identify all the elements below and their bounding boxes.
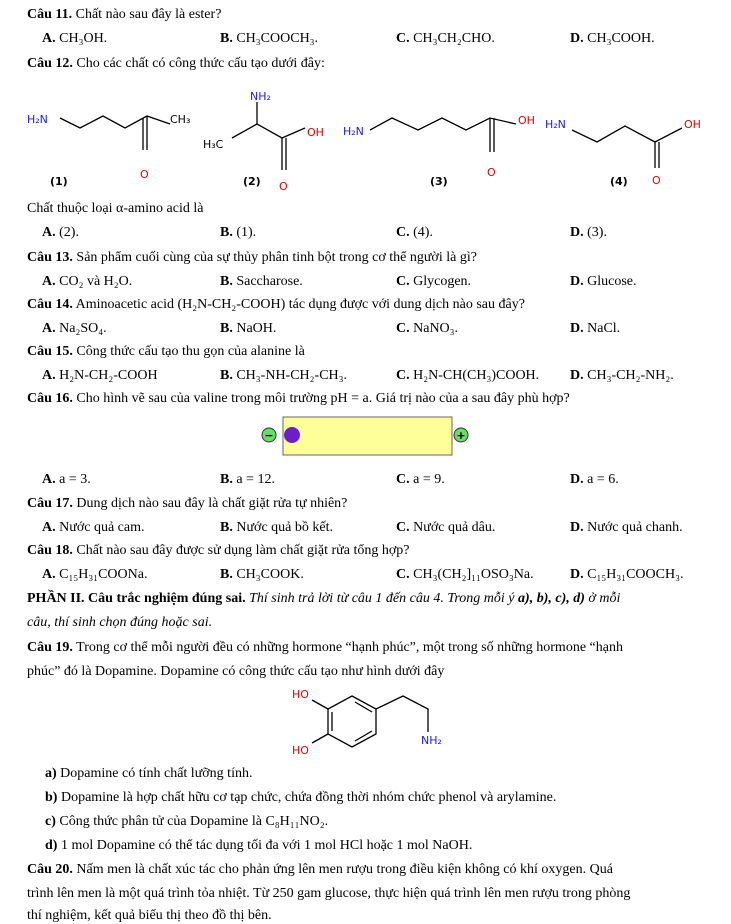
q15-option-d: D. CH₃-CH₂-NH₂.	[570, 368, 674, 383]
atom-h2n: H₂N	[343, 125, 364, 138]
q18-question: Câu 18. Chất nào sau đây được sử dụng làm chất giặt rửa tổng hợp?	[27, 543, 410, 558]
q19-item-d: d) 1 mol Dopamine có thể tác dụng tối đa với 1 mol HCl hoặc 1 mol NaOH.	[45, 838, 473, 853]
q13-option-a: A. CO₂ và H₂O.	[42, 274, 133, 289]
q12-question: Câu 12. Cho các chất có công thức cấu tạo dưới đây:	[27, 56, 325, 71]
q14-question: Câu 14. Aminoacetic acid (H₂N-CH₂-COOH) tác dụng được với dung dịch nào sau đây?	[27, 297, 525, 312]
part2-header: PHẦN II. Câu trắc nghiệm đúng sai. Thí sinh trả lời từ câu 1 đến câu 4. Trong mỗi ý a), b), c), d) ở mỗi	[27, 591, 621, 606]
q11-option-d: D. CH₃COOH.	[570, 31, 655, 46]
q12-option-a: A. (2).	[42, 225, 79, 240]
structure-4	[572, 126, 682, 168]
atom-oh: OH	[684, 118, 701, 131]
gel-strip	[283, 417, 452, 455]
q13-option-d: D. Glucose.	[570, 274, 637, 289]
q12-option-d: D. (3).	[570, 225, 607, 240]
atom-h2n: H₂N	[27, 113, 48, 126]
q17-option-c: C. Nước quả dâu.	[396, 520, 496, 535]
q12-structures	[0, 80, 731, 198]
q16-option-a: A. a = 3.	[42, 472, 91, 487]
q11-option-a: A. CH₃OH.	[42, 31, 108, 46]
q16-option-d: D. a = 6.	[570, 472, 619, 487]
atom-o: O	[140, 168, 149, 181]
atom-o: O	[487, 166, 496, 179]
q14-option-d: D. NaCl.	[570, 321, 621, 336]
q19-item-b: b) Dopamine là hợp chất hữu cơ tạp chức, chứa đồng thời nhóm chức phenol và arylamine.	[45, 790, 557, 805]
atom-ch3: CH₃	[170, 113, 191, 126]
q14-option-a: A. Na₂SO₄.	[42, 321, 107, 336]
q19-item-c: c) Công thức phân tử của Dopamine là C₈H₁₁NO₂.	[45, 814, 329, 829]
q15-option-a: A. H₂N-CH₂-COOH	[42, 368, 158, 383]
electrophoresis-diagram	[255, 414, 475, 458]
q16-option-c: C. a = 9.	[396, 472, 445, 487]
q15-option-b: B. CH₃-NH-CH₂-CH₃.	[220, 368, 348, 383]
part2-note: câu, thí sinh chọn đúng hoặc sai.	[27, 615, 213, 630]
dopamine-structure	[280, 684, 460, 760]
structure-3	[370, 118, 516, 152]
atom-oh: OH	[518, 114, 535, 127]
atom-h3c: H₃C	[203, 138, 224, 151]
structure-label-3: (3)	[430, 175, 448, 188]
valine-spot	[284, 427, 300, 443]
q11-question: Câu 11. Chất nào sau đây là ester?	[27, 7, 222, 22]
minus-sign: −	[264, 429, 274, 442]
q13-question: Câu 13. Sản phẩm cuối cùng của sự thủy phân tinh bột trong cơ thể người là gì?	[27, 250, 477, 265]
q20-question-cont: trình lên men là một quá trình tỏa nhiệt. Từ 250 gam glucose, thực hiện quá trình lên men rượu trong phòng	[27, 886, 631, 901]
structure-label-2: (2)	[243, 175, 261, 188]
atom-h2n: H₂N	[545, 118, 566, 131]
q11-option-b: B. CH₃COOCH₃.	[220, 31, 319, 46]
q18-option-b: B. CH₃COOK.	[220, 567, 304, 582]
q15-option-c: C. H₂N-CH(CH₃)COOH.	[396, 368, 540, 383]
q17-option-a: A. Nước quả cam.	[42, 520, 145, 535]
q13-option-b: B. Saccharose.	[220, 274, 303, 289]
atom-nh2: NH₂	[250, 90, 271, 103]
q20-question: Câu 20. Nấm men là chất xúc tác cho phản ứng lên men rượu trong điều kiện không có khí oxygen. Quá	[27, 862, 613, 877]
q13-option-c: C. Glycogen.	[396, 274, 472, 289]
q17-option-d: D. Nước quả chanh.	[570, 520, 683, 535]
q12-option-c: C. (4).	[396, 225, 433, 240]
q17-option-b: B. Nước quả bồ kết.	[220, 520, 333, 535]
q14-option-c: C. NaNO₃.	[396, 321, 459, 336]
q17-question: Câu 17. Dung dịch nào sau đây là chất giặt rửa tự nhiên?	[27, 496, 348, 511]
q16-question: Câu 16. Cho hình vẽ sau của valine trong môi trường pH = a. Giá trị nào của a sau đây phù hợp?	[27, 391, 570, 406]
q12-option-b: B. (1).	[220, 225, 257, 240]
structure-label-4: (4)	[610, 175, 628, 188]
q18-option-c: C. CH₃(CH₂]₁₁OSO₃Na.	[396, 567, 534, 582]
structure-1	[60, 116, 170, 150]
structure-2	[232, 102, 305, 170]
q19-question: Câu 19. Trong cơ thể mỗi người đều có những hormone “hạnh phúc”, một trong số những hormone “hạnh	[27, 640, 623, 655]
atom-o: O	[279, 180, 288, 193]
atom-ho: HO	[292, 688, 309, 701]
q19-item-a: a) Dopamine có tính chất lưỡng tính.	[45, 766, 253, 781]
q12-stem: Chất thuộc loại α-amino acid là	[27, 201, 204, 216]
q18-option-d: D. C₁₅H₃₁COOCH₃.	[570, 567, 684, 582]
plus-sign: +	[456, 429, 466, 442]
atom-o: O	[652, 174, 661, 187]
q18-option-a: A. C₁₅H₃₁COONa.	[42, 567, 148, 582]
q15-question: Câu 15. Công thức cấu tạo thu gọn của alanine là	[27, 344, 305, 359]
atom-oh: OH	[307, 126, 324, 139]
q20-question-cont2: thí nghiệm, kết quả biểu thị theo đồ thị bên.	[27, 908, 272, 923]
structure-label-1: (1)	[50, 175, 68, 188]
q19-question-cont: phúc” đó là Dopamine. Dopamine có công thức cấu tạo như hình dưới đây	[27, 664, 445, 679]
q16-option-b: B. a = 12.	[220, 472, 275, 487]
q11-option-c: C. CH₃CH₂CHO.	[396, 31, 495, 46]
q14-option-b: B. NaOH.	[220, 321, 277, 336]
atom-ho: HO	[292, 744, 309, 757]
atom-nh2: NH₂	[421, 734, 442, 747]
